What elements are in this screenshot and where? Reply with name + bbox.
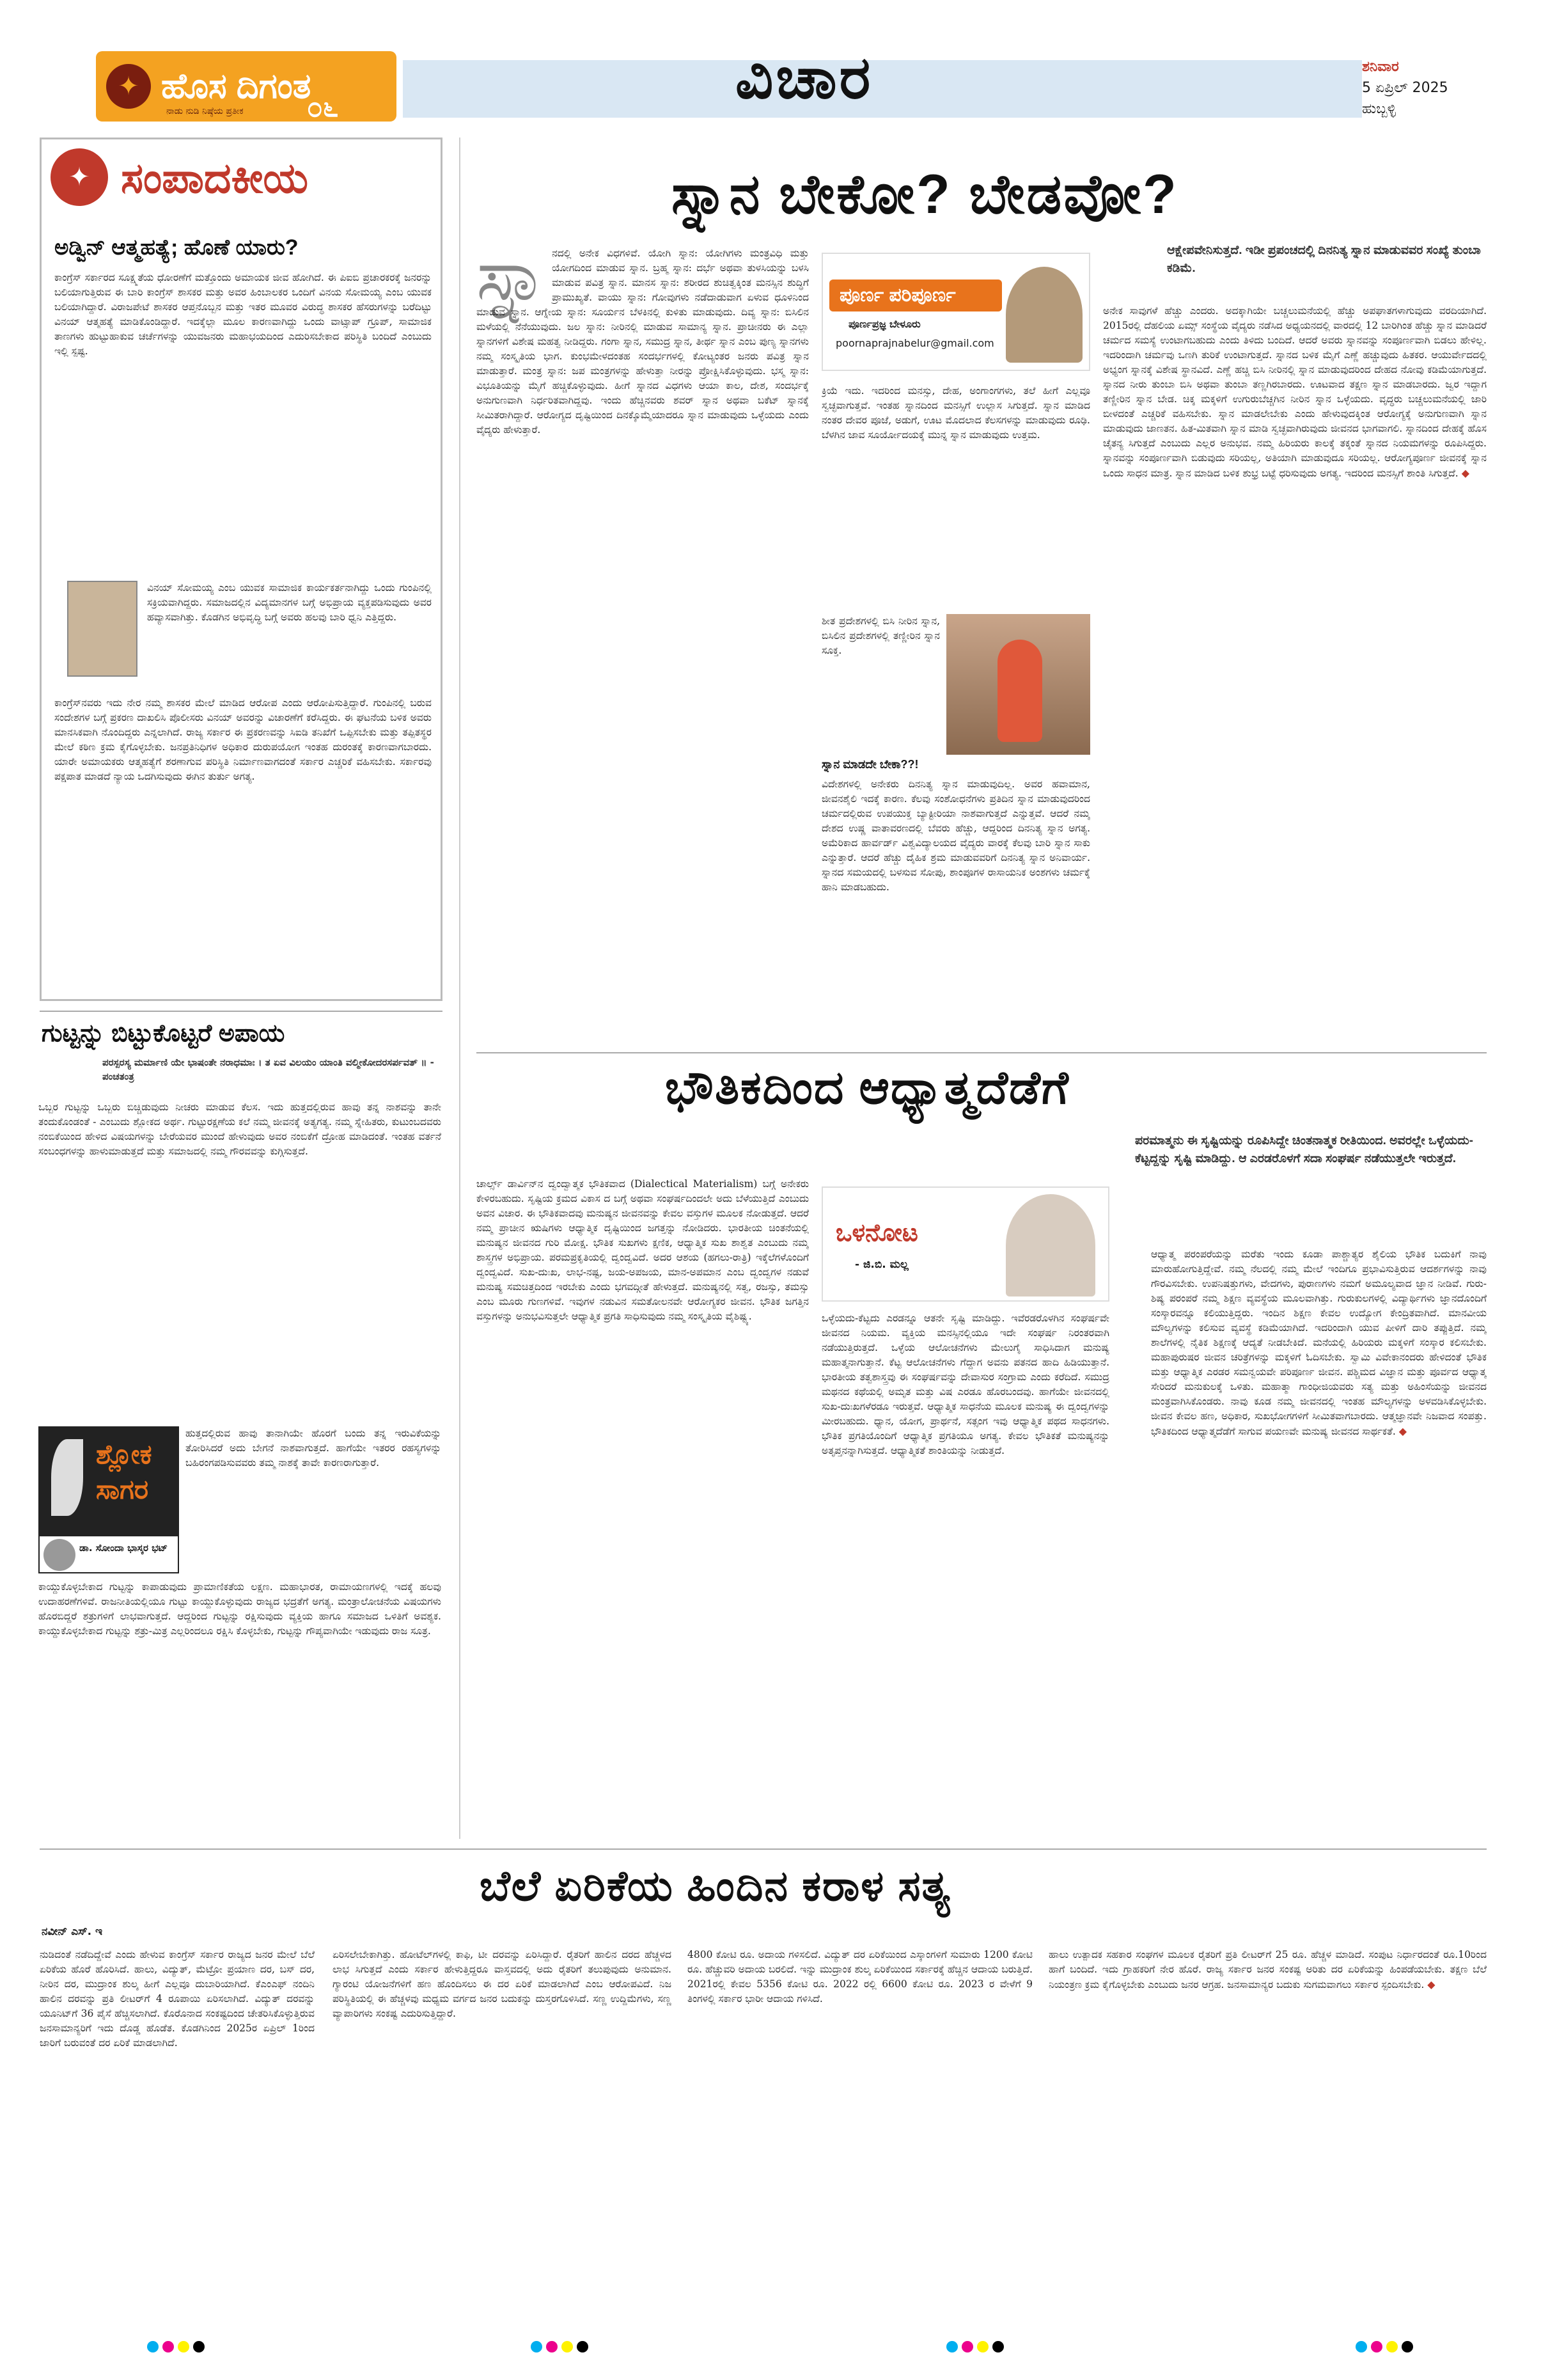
article-body: ಒಳ್ಳೆಯದು-ಕೆಟ್ಟದು ಎರಡನ್ನೂ ಆತನೇ ಸೃಷ್ಟಿ ಮಾಡಿದ್ದು. ಇವೆರಡರೊಳಗಿನ ಸಂಘರ್ಷವೇ ಜೀವನದ ನಿಯಮ. ವ್ಯಕ್ತಿಯ ಮನಸ್ಸಿನಲ್ಲಿಯೂ ಇದೇ ಸಂಘರ್ಷ ನಿರಂತರವಾಗಿ ನಡೆಯುತ್ತಿರುತ್ತದೆ. ಒಳ್ಳೆಯ ಆಲೋಚನೆಗಳು ಮೇಲುಗೈ ಸಾಧಿಸಿದಾಗ ಮನುಷ್ಯ ಮಹಾತ್ಮನಾಗುತ್ತಾನೆ. ಕೆಟ್ಟ ಆಲೋಚನೆಗಳು ಗೆದ್ದಾಗ ಅವನು ಪತನದ ಹಾದಿ ಹಿಡಿಯುತ್ತಾನೆ. ಭಾರತೀಯ ತತ್ವಶಾಸ್ತ್ರವು ಈ ಸಂಘರ್ಷವನ್ನು ದೇವಾಸುರ ಸಂಗ್ರಾಮ ಎಂದು ಕರೆದಿದೆ. ಸಮುದ್ರ ಮಥನದ ಕಥೆಯಲ್ಲಿ ಅಮೃತ ಮತ್ತು ವಿಷ ಎರಡೂ ಹೊರಬಂದವು. ಹಾಗೆಯೇ ಜೀವನದಲ್ಲಿ ಸುಖ-ದುಃಖಗಳೆರಡೂ ಇರುತ್ತವೆ. ಆಧ್ಯಾತ್ಮಿಕ ಸಾಧನೆಯ ಮೂಲಕ ಮನುಷ್ಯ ಈ ದ್ವಂದ್ವಗಳನ್ನು ಮೀರಬಹುದು. ಧ್ಯಾನ, ಯೋಗ, ಪ್ರಾರ್ಥನೆ, ಸತ್ಸಂಗ ಇವು ಆಧ್ಯಾತ್ಮಿಕ ಪಥದ ಸಾಧನಗಳು. ಭೌತಿಕ ಪ್ರಗತಿಯೊಂದಿಗೆ ಆಧ್ಯಾತ್ಮಿಕ ಪ್ರಗತಿಯೂ ಅಗತ್ಯ. ಕೇವಲ ಭೌತಿಕತೆ ಮನುಷ್ಯನನ್ನು ಅತೃಪ್ತನನ್ನಾಗಿಸುತ್ತದೆ. ಆಧ್ಯಾತ್ಮಿಕತೆ ಶಾಂತಿಯನ್ನು ನೀಡುತ್ತದೆ. (822, 1312, 1109, 1456)
author-email[interactable]: poornaprajnabelur@gmail.com (836, 337, 994, 349)
editorial-body: ಕಾಂಗ್ರೆಸ್‌ನವರು ಇದು ನೇರ ನಮ್ಮ ಶಾಸಕರ ಮೇಲೆ ಮಾಡಿದ ಆರೋಪ ಎಂದು ಆರೋಪಿಸುತ್ತಿದ್ದಾರೆ. ಗುಂಪಿನಲ್ಲಿ ಬರುವ ಸಂದೇಶಗಳ ಬಗ್ಗೆ ಪ್ರಕರಣ ದಾಖಲಿಸಿ ಪೊಲೀಸರು ವಿನಯ್ ಅವರನ್ನು ವಿಚಾರಣೆಗೆ ಕರೆಸಿದ್ದರು. ಈ ಘಟನೆಯ ಬಳಿಕ ಅವರು ಮಾನಸಿಕವಾಗಿ ನೊಂದಿದ್ದರು ಎನ್ನಲಾಗಿದೆ. ರಾಜ್ಯ ಸರ್ಕಾರ ಈ ಪ್ರಕರಣವನ್ನು ಸಿಐಡಿ ತನಿಖೆಗೆ ಒಪ್ಪಿಸಬೇಕು ಮತ್ತು ತಪ್ಪಿತಸ್ಥರ ಮೇಲೆ ಕಠಿಣ ಕ್ರಮ ಕೈಗೊಳ್ಳಬೇಕು. ಜನಪ್ರತಿನಿಧಿಗಳ ಅಧಿಕಾರ ದುರುಪಯೋಗ ಇಂತಹ ದುರಂತಕ್ಕೆ ಕಾರಣವಾಗಬಾರದು. ಯಾರೇ ಅಮಾಯಕರು ಆತ್ಮಹತ್ಯೆಗೆ ಶರಣಾಗುವ ಪರಿಸ್ಥಿತಿ ನಿರ್ಮಾಣವಾಗದಂತೆ ಸರ್ಕಾರ ಎಚ್ಚರಿಕೆ ವಹಿಸಬೇಕು. ಸರ್ಕಾರವು ಪಕ್ಷಪಾತ ಮಾಡದೆ ನ್ಯಾಯ ಒದಗಿಸುವುದು ಈಗಿನ ತುರ್ತು ಅಗತ್ಯ. (54, 697, 432, 782)
black-dot-icon (992, 2341, 1004, 2352)
article-body: ಒಬ್ಬರ ಗುಟ್ಟನ್ನು ಒಬ್ಬರು ಬಿಚ್ಚಿಡುವುದು ನೀಚರು ಮಾಡುವ ಕೆಲಸ. ಇದು ಹುತ್ತದಲ್ಲಿರುವ ಹಾವು ತನ್ನ ನಾಶವನ್ನು ತಾನೇ ತಂದುಕೊಂಡಂತೆ - ಎಂಬುದು ಶ್ಲೋಕದ ಅರ್ಥ. ಗುಟ್ಟುರಕ್ಷಣೆಯ ಕಲೆ ನಮ್ಮ ಜೀವನಕ್ಕೆ ಅತ್ಯಗತ್ಯ. ನಮ್ಮ ಸ್ನೇಹಿತರು, ಕುಟುಂಬದವರು ನಂಬಿಕೆಯಿಂದ ಹೇಳಿದ ವಿಷಯಗಳನ್ನು ಬೇರೆಯವರ ಮುಂದೆ ಹೇಳುವುದು ಅವರ ನಂಬಿಕೆಗೆ ದ್ರೋಹ ಮಾಡಿದಂತೆ. ಇಂತಹ ವರ್ತನೆ ಸಂಬಂಧಗಳನ್ನು ಹಾಳುಮಾಡುತ್ತದೆ ಮತ್ತು ಸಮಾಜದಲ್ಲಿ ನಮ್ಮ ಗೌರವವನ್ನು ಕುಗ್ಗಿಸುತ್ತದೆ. (38, 1101, 441, 1157)
author-name: - ಜಿ.ಬಿ. ಮಲ್ಲ (855, 1258, 909, 1271)
paper-name: ಹೊಸ ದಿಗಂತ (161, 67, 311, 106)
torch-icon: ✦ (106, 64, 151, 109)
article-headline[interactable]: ಗುಟ್ಟನ್ನು ಬಿಟ್ಟುಕೊಟ್ಟರೆ ಅಪಾಯ (42, 1020, 285, 1047)
cyan-dot-icon (147, 2341, 159, 2352)
article-body (476, 246, 809, 1043)
pull-quote: ಆಕ್ಷೇಪವೇನಿಸುತ್ತದೆ. ಇಡೀ ಪ್ರಪಂಚದಲ್ಲಿ ದಿನನಿತ್ಯ ಸ್ನಾನ ಮಾಡುವವರ ಸಂಖ್ಯೆ ತುಂಬಾ ಕಡಿಮೆ. (1167, 244, 1481, 275)
author-box (822, 253, 1090, 371)
article-body: ವಿದೇಶಗಳಲ್ಲಿ ಅನೇಕರು ದಿನನಿತ್ಯ ಸ್ನಾನ ಮಾಡುವುದಿಲ್ಲ. ಅವರ ಹವಾಮಾನ, ಜೀವನಶೈಲಿ ಇದಕ್ಕೆ ಕಾರಣ. ಕೆಲವು ಸಂಶೋಧನೆಗಳು ಪ್ರತಿದಿನ ಸ್ನಾನ ಮಾಡುವುದರಿಂದ ಚರ್ಮದಲ್ಲಿರುವ ಉಪಯುಕ್ತ ಬ್ಯಾಕ್ಟೀರಿಯಾ ನಾಶವಾಗುತ್ತದೆ ಎನ್ನುತ್ತವೆ. ಆದರೆ ನಮ್ಮ ದೇಶದ ಉಷ್ಣ ವಾತಾವರಣದಲ್ಲಿ ಬೆವರು ಹೆಚ್ಚು, ಆದ್ದರಿಂದ ದಿನನಿತ್ಯ ಸ್ನಾನ ಅಗತ್ಯ. ಅಮೆರಿಕಾದ ಹಾರ್ವರ್ಡ್ ವಿಶ್ವವಿದ್ಯಾಲಯದ ವೈದ್ಯರು ವಾರಕ್ಕೆ ಕೆಲವು ಬಾರಿ ಸ್ನಾನ ಸಾಕು ಎನ್ನುತ್ತಾರೆ. ಆದರೆ ಹೆಚ್ಚು ದೈಹಿಕ ಶ್ರಮ ಮಾಡುವವರಿಗೆ ದಿನನಿತ್ಯ ಸ್ನಾನ ಅನಿವಾರ್ಯ. ಸ್ನಾನದ ಸಮಯದಲ್ಲಿ ಬಳಸುವ ಸೋಪು, ಶಾಂಪೂಗಳ ರಾಸಾಯನಿಕ ಅಂಶಗಳು ಚರ್ಮಕ್ಕೆ ಹಾನಿ ಮಾಡಬಹುದು. (822, 778, 1090, 893)
author-name: ಪೂರ್ಣಪ್ರಜ್ಞ ಬೇಳೂರು (849, 318, 921, 330)
edition-city: ಹುಬ್ಬಳ್ಳಿ (1362, 101, 1396, 117)
article-headline[interactable]: ಭೌತಿಕದಿಂದ ಆಧ್ಯಾತ್ಮದೆಡೆಗೆ (665, 1062, 1070, 1114)
column-name: ಪೂರ್ಣ ಪರಿಪೂರ್ಣ (829, 280, 1002, 311)
author-photo (1006, 267, 1083, 363)
cyan-dot-icon (531, 2341, 542, 2352)
divider (40, 1848, 1487, 1850)
black-dot-icon (1402, 2341, 1413, 2352)
shloka-quote: ಪರಸ್ಪರಸ್ಯ ಮರ್ಮಾಣಿ ಯೇ ಭಾಷಂತೇ ನರಾಧಮಾಃ । ತ ಏವ ವಿಲಯಂ ಯಾಂತಿ ವಲ್ಮೀಕೋದರಸರ್ಪವತ್ ॥ - ಪಂಚತಂತ್ರ (102, 1057, 434, 1082)
article-body: 4800 ಕೋಟಿ ರೂ. ಅದಾಯ ಗಳಿಸಲಿದೆ. ವಿದ್ಯುತ್ ದರ ಏರಿಕೆಯಿಂದ ಎಸ್ಕಾಂಗಳಿಗೆ ಸುಮಾರು 1200 ಕೋಟಿ ರೂ. ಹೆಚ್ಚುವರಿ ಅದಾಯ ಬರಲಿದೆ. ಇನ್ನು ಮುದ್ರಾಂಕ ಶುಲ್ಕ ಏರಿಕೆಯಿಂದ ಸರ್ಕಾರಕ್ಕೆ ಹೆಚ್ಚಿನ ಆದಾಯ ಬರುತ್ತಿದೆ. 2021ರಲ್ಲಿ ಕೇವಲ 5356 ಕೋಟಿ ರೂ. 2022 ರಲ್ಲಿ 6600 ಕೋಟಿ ರೂ. 2023 ರ ವೇಳೆಗೆ 9 ತಿಂಗಳಲ್ಲಿ ಸರ್ಕಾರ ಭಾರೀ ಆದಾಯ ಗಳಿಸಿದೆ. (687, 1949, 1033, 2005)
article-body (1151, 1247, 1487, 1836)
yellow-dot-icon (561, 2341, 573, 2352)
article-text: ಆಧ್ಯಾತ್ಮ ಪರಂಪರೆಯನ್ನು ಮರೆತು ಇಂದು ಕೂಡಾ ಪಾಶ್ಚಾತ್ಯರ ಶೈಲಿಯ ಭೌತಿಕ ಬದುಕಿಗೆ ನಾವು ಮಾರುಹೋಗುತ್ತಿದ್ದೇವೆ. ನಮ್ಮ ನೆಲದಲ್ಲಿ ನಮ್ಮ ಮೇಲೆ ಇಂದಿಗೂ ಪ್ರಭಾವಿಸುತ್ತಿರುವ ಆದರ್ಶಗಳನ್ನು ನಾವು ಗೌರವಿಸಬೇಕು. ಉಪನಿಷತ್ತುಗಳು, ವೇದಗಳು, ಪುರಾಣಗಳು ನಮಗೆ ಅಮೂಲ್ಯವಾದ ಜ್ಞಾನ ನೀಡಿವೆ. ಗುರು-ಶಿಷ್ಯ ಪರಂಪರೆ ನಮ್ಮ ಶಿಕ್ಷಣ ವ್ಯವಸ್ಥೆಯ ಮೂಲವಾಗಿತ್ತು. ಗುರುಕುಲಗಳಲ್ಲಿ ವಿದ್ಯಾರ್ಥಿಗಳು ಜ್ಞಾನದೊಂದಿಗೆ ಸಂಸ್ಕಾರವನ್ನೂ ಕಲಿಯುತ್ತಿದ್ದರು. ಇಂದಿನ ಶಿಕ್ಷಣ ಕೇವಲ ಉದ್ಯೋಗ ಕೇಂದ್ರಿತವಾಗಿದೆ. ಮಾನವೀಯ ಮೌಲ್ಯಗಳನ್ನು ಕಲಿಸುವ ವ್ಯವಸ್ಥೆ ಕಡಿಮೆಯಾಗಿದೆ. ಇದರಿಂದಾಗಿ ಯುವ ಪೀಳಿಗೆ ದಾರಿ ತಪ್ಪುತ್ತಿದೆ. ನಮ್ಮ ಶಾಲೆಗಳಲ್ಲಿ ನೈತಿಕ ಶಿಕ್ಷಣಕ್ಕೆ ಆದ್ಯತೆ ನೀಡಬೇಕಿದೆ. ಮನೆಯಲ್ಲಿ ಹಿರಿಯರು ಮಕ್ಕಳಿಗೆ ಸಂಸ್ಕಾರ ಕಲಿಸಬೇಕು. ಮಹಾಪುರುಷರ ಜೀವನ ಚರಿತ್ರೆಗಳನ್ನು ಮಕ್ಕಳಿಗೆ ಓದಿಸಬೇಕು. ಸ್ವಾಮಿ ವಿವೇಕಾನಂದರು ಹೇಳಿದಂತೆ ಭೌತಿಕ ಮತ್ತು ಆಧ್ಯಾತ್ಮಿಕ ಎರಡರ ಸಮನ್ವಯವೇ ಪರಿಪೂರ್ಣ ಜೀವನ. ಪಶ್ಚಿಮದ ವಿಜ್ಞಾನ ಮತ್ತು ಪೂರ್ವದ ಆಧ್ಯಾತ್ಮ ಸೇರಿದರೆ ಮನುಕುಲಕ್ಕೆ ಒಳಿತು. ಮಹಾತ್ಮಾ ಗಾಂಧೀಜಿಯವರು ಸತ್ಯ ಮತ್ತು ಅಹಿಂಸೆಯನ್ನು ಜೀವನದ ಮಂತ್ರವಾಗಿಸಿಕೊಂಡರು. ನಾವು ಕೂಡ ನಮ್ಮ ಜೀವನದಲ್ಲಿ ಇಂತಹ ಮೌಲ್ಯಗಳನ್ನು ಅಳವಡಿಸಿಕೊಳ್ಳಬೇಕು. ಜೀವನ ಕೇವಲ ಹಣ, ಅಧಿಕಾರ, ಸುಖಭೋಗಗಳಿಗೆ ಸೀಮಿತವಾಗಬಾರದು. ಆತ್ಮಜ್ಞಾನವೇ ನಿಜವಾದ ಸಂಪತ್ತು. ಭೌತಿಕದಿಂದ ಆಧ್ಯಾತ್ಮದೆಡೆಗೆ ಸಾಗುವ ಪಯಣವೇ ಮನುಷ್ಯ ಜೀವನದ ಸಾರ್ಥಕತೆ. (1151, 1249, 1487, 1437)
article-body: ಕ್ರಿಯೆ ಇದು. ಇದರಿಂದ ಮನಸ್ಸು, ದೇಹ, ಅಂಗಾಂಗಗಳು, ತಲೆ ಹೀಗೆ ಎಲ್ಲವೂ ಸ್ವಚ್ಛವಾಗುತ್ತವೆ. ಇಂತಹ ಸ್ನಾನದಿಂದ ಮನಸ್ಸಿಗೆ ಉಲ್ಲಾಸ ಸಿಗುತ್ತದೆ. ಸ್ನಾನ ಮಾಡಿದ ನಂತರ ದೇವರ ಪೂಜೆ, ಅಡುಗೆ, ಊಟ ಮೊದಲಾದ ಕೆಲಸಗಳನ್ನು ಮಾಡುವುದು ರೂಢಿ. ಬೆಳಗಿನ ಜಾವ ಸೂರ್ಯೋದಯಕ್ಕೆ ಮುನ್ನ ಸ್ನಾನ ಮಾಡುವುದು ಉತ್ತಮ. (822, 385, 1090, 441)
article-body: ಚಾರ್ಲ್ಸ್ ಡಾರ್ವಿನ್‌ನ ದ್ವಂದ್ವಾತ್ಮಕ ಭೌತಿಕವಾದ (Dialectical Materialism) ಬಗ್ಗೆ ಅನೇಕರು ಕೇಳಿರಬಹುದು. ಸೃಷ್ಟಿಯ ಕ್ರಮದ ವಿಕಾಸ ದ ಬಗ್ಗೆ ಅಥವಾ ಸಂಘರ್ಷದಿಂದಲೇ ಅದು ಬೆಳೆಯುತ್ತಿದೆ ಎಂಬುದು ಅವನ ವಿಚಾರ. ಈ ಭೌತಿಕವಾದವು ಮನುಷ್ಯನ ಜೀವನವನ್ನು ಕೇವಲ ವಸ್ತುಗಳ ಮೂಲಕ ನೋಡುತ್ತದೆ. ಆದರೆ ನಮ್ಮ ಪ್ರಾಚೀನ ಋಷಿಗಳು ಆಧ್ಯಾತ್ಮಿಕ ದೃಷ್ಟಿಯಿಂದ ಜಗತ್ತನ್ನು ನೋಡಿದರು. ಭಾರತೀಯ ಚಿಂತನೆಯಲ್ಲಿ ಮನುಷ್ಯನ ಜೀವನದ ಗುರಿ ಮೋಕ್ಷ. ಭೌತಿಕ ಸುಖಗಳು ಕ್ಷಣಿಕ, ಆಧ್ಯಾತ್ಮಿಕ ಸುಖ ಶಾಶ್ವತ ಎಂಬುದು ನಮ್ಮ ಶಾಸ್ತ್ರಗಳ ಅಭಿಪ್ರಾಯ. ಪರಮಪ್ರಕೃತಿಯಲ್ಲಿ ದ್ವಂದ್ವವಿದೆ. ಅದರ ಆಶಯ (ಹಗಲು-ರಾತ್ರಿ) ಇಕ್ಕೆಲೆಗಳೊಂದಿಗೆ ದ್ವಂದ್ವವಿದೆ. ಸುಖ-ದುಃಖ, ಲಾಭ-ನಷ್ಟ, ಜಯ-ಅಪಜಯ, ಮಾನ-ಅಪಮಾನ ಎಂಬ ದ್ವಂದ್ವಗಳ ನಡುವೆ ಮನುಷ್ಯ ಸಮಚಿತ್ತದಿಂದ ಇರಬೇಕು ಎಂದು ಭಗವದ್ಗೀತೆ ಹೇಳುತ್ತದೆ. ಮನುಷ್ಯನಲ್ಲಿ ಸತ್ವ, ರಜಸ್ಸು, ತಮಸ್ಸು ಎಂಬ ಮೂರು ಗುಣಗಳಿವೆ. ಇವುಗಳ ನಡುವಿನ ಸಮತೋಲನವೇ ಆರೋಗ್ಯಕರ ಜೀವನ. ಭೌತಿಕ ಜಗತ್ತಿನ ವಸ್ತುಗಳನ್ನು ಅನುಭವಿಸುತ್ತಲೇ ಆಧ್ಯಾತ್ಮಿಕ ಪ್ರಗತಿ ಸಾಧಿಸುವುದು ನಮ್ಮ ಸಂಸ್ಕೃತಿಯ ವೈಶಿಷ್ಟ್ಯ. (476, 1178, 809, 1322)
yellow-dot-icon (1386, 2341, 1398, 2352)
article-body (1049, 1948, 1487, 2325)
author-byline: ನವೀನ್ ಎಸ್. ಇ (42, 1925, 103, 1938)
article-subhead: ಸ್ನಾನ ಮಾಡದೇ ಬೇಕಾ??! (822, 758, 919, 771)
author-tag (38, 1535, 179, 1573)
page-number: ೦೬ (307, 91, 339, 123)
article-headline[interactable]: ಸ್ನಾನ ಬೇಕೋ? ಬೇಡವೋ? (671, 164, 1178, 225)
black-dot-icon (577, 2341, 588, 2352)
editorial-body: ವಿನಯ್ ಸೋಮಯ್ಯ ಎಂಬ ಯುವಕ ಸಾಮಾಜಿಕ ಕಾರ್ಯಕರ್ತನಾಗಿದ್ದು ಒಂದು ಗುಂಪಿನಲ್ಲಿ ಸಕ್ರಿಯವಾಗಿದ್ದರು. ಸಮಾಜದಲ್ಲಿನ ವಿದ್ಯಮಾನಗಳ ಬಗ್ಗೆ ಅಭಿಪ್ರಾಯ ವ್ಯಕ್ತಪಡಿಸುವುದು ಅವರ ಹವ್ಯಾಸವಾಗಿತ್ತು. ಕೊಡಗಿನ ಅಭಿವೃದ್ಧಿ ಬಗ್ಗೆ ಅವರು ಹಲವು ಬಾರಿ ಧ್ವನಿ ಎತ್ತಿದ್ದರು. (147, 582, 432, 623)
article-text: ಹಾಲು ಉತ್ಪಾದಕ ಸಹಕಾರ ಸಂಘಗಳ ಮೂಲಕ ರೈತರಿಗೆ ಪ್ರತಿ ಲೀಟರ್‌ಗೆ 25 ರೂ. ಹೆಚ್ಚಳ ಮಾಡಿದೆ. ಸಂಪುಟ ನಿರ್ಧಾರದಂತೆ ರೂ.10ರಿಂದ ಹಾಗೆ ಬಂದಿದೆ. ಇದು ಗ್ರಾಹಕರಿಗೆ ನೇರ ಹೊರೆ. ರಾಜ್ಯ ಸರ್ಕಾರ ಜನರ ಸಂಕಷ್ಟ ಅರಿತು ದರ ಏರಿಕೆಯನ್ನು ಹಿಂಪಡೆಯಬೇಕು. ತಕ್ಷಣ ಬೆಲೆ ನಿಯಂತ್ರಣ ಕ್ರಮ ಕೈಗೊಳ್ಳಬೇಕು ಎಂಬುದು ಜನರ ಆಗ್ರಹ. ಜನಸಾಮಾನ್ಯರ ಬದುಕು ಸುಗಮವಾಗಲು ಸರ್ಕಾರ ಸ್ಪಂದಿಸಬೇಕು. (1049, 1949, 1487, 1990)
article-body: ಶೀತ ಪ್ರದೇಶಗಳಲ್ಲಿ ಬಿಸಿ ನೀರಿನ ಸ್ನಾನ, ಬಿಸಿಲಿನ ಪ್ರದೇಶಗಳಲ್ಲಿ ತಣ್ಣೀರಿನ ಸ್ನಾನ ಸೂಕ್ತ. (822, 615, 940, 656)
magenta-dot-icon (546, 2341, 558, 2352)
article-text: ನದಲ್ಲಿ ಅನೇಕ ವಿಧಗಳಿವೆ. ಯೋಗಿ ಸ್ನಾನ: ಯೋಗಿಗಳು ಮಂತ್ರವಿಧಿ ಮತ್ತು ಯೋಗದಿಂದ ಮಾಡುವ ಸ್ನಾನ. ಬ್ರಹ್ಮ ಸ್ನಾನ: ದರ್ಭೆ ಅಥವಾ ತುಳಸಿಯನ್ನು ಬಳಸಿ ಮಾಡುವ ಪವಿತ್ರ ಸ್ನಾನ. ಮಾನಸ ಸ್ನಾನ: ಶರೀರದ ಶುಚಿತ್ವಕ್ಕಿಂತ ಮನಸ್ಸಿನ ಶುದ್ಧಿಗೆ ಪ್ರಾಮುಖ್ಯತೆ. ವಾಯು ಸ್ನಾನ: ಗೋವುಗಳು ನಡೆದಾಡುವಾಗ ಏಳುವ ಧೂಳಿನಿಂದ ಮಾಡುವ ಸ್ನಾನ. ಆಗ್ನೇಯ ಸ್ನಾನ: ಸೂರ್ಯನ ಬೆಳಕಿನಲ್ಲಿ ಕುಳಿತು ಮಾಡುವುದು. ದಿವ್ಯ ಸ್ನಾನ: ಬಿಸಿಲಿನ ಮಳೆಯಲ್ಲಿ ನೆನೆಯುವುದು. ಜಲ ಸ್ನಾನ: ನೀರಿನಲ್ಲಿ ಮಾಡುವ ಸಾಮಾನ್ಯ ಸ್ನಾನ. ಪ್ರಾಚೀನರು ಈ ಎಲ್ಲಾ ಸ್ನಾನಗಳಿಗೆ ವಿಶೇಷ ಮಹತ್ವ ನೀಡಿದ್ದರು. ಗಂಗಾ ಸ್ನಾನ, ಸಮುದ್ರ ಸ್ನಾನ, ತೀರ್ಥ ಸ್ನಾನ ಎಂಬ ಪುಣ್ಯ ಸ್ನಾನಗಳು ನಮ್ಮ ಸಂಸ್ಕೃತಿಯ ಭಾಗ. ಕುಂಭಮೇಳದಂತಹ ಸಂದರ್ಭಗಳಲ್ಲಿ ಕೋಟ್ಯಂತರ ಜನರು ಪವಿತ್ರ ಸ್ನಾನ ಮಾಡುತ್ತಾರೆ. ಮಂತ್ರ ಸ್ನಾನ: ಜಪ ಮಂತ್ರಗಳನ್ನು ಹೇಳುತ್ತಾ ನೀರನ್ನು ಪ್ರೋಕ್ಷಿಸಿಕೊಳ್ಳುವುದು. ಭಸ್ಮ ಸ್ನಾನ: ವಿಭೂತಿಯನ್ನು ಮೈಗೆ ಹಚ್ಚಿಕೊಳ್ಳುವುದು. ಹೀಗೆ ಸ್ನಾನದ ವಿಧಗಳು ಆಯಾ ಕಾಲ, ದೇಶ, ಸಂದರ್ಭಕ್ಕೆ ಅನುಗುಣವಾಗಿ ನಿರ್ಧರಿತವಾಗಿದ್ದವು. ಇಂದು ಹೆಚ್ಚಿನವರು ಶವರ್ ಸ್ನಾನ ಅಥವಾ ಬಕೆಟ್ ಸ್ನಾನಕ್ಕೆ ಸೀಮಿತರಾಗಿದ್ದಾರೆ. ಆರೋಗ್ಯದ ದೃಷ್ಟಿಯಿಂದ ದಿನಕ್ಕೊಮ್ಮೆಯಾದರೂ ಸ್ನಾನ ಮಾಡುವುದು ಒಳ್ಳೆಯದು ಎಂದು ವೈದ್ಯರು ಹೇಳುತ್ತಾರೆ. (476, 248, 809, 436)
magenta-dot-icon (1371, 2341, 1382, 2352)
column-label: ಸಾಗರ (96, 1474, 149, 1504)
avatar (43, 1539, 75, 1571)
yellow-dot-icon (977, 2341, 989, 2352)
article-text: ಅನೇಕ ಸಾವುಗಳೆ ಹೆಚ್ಚು ಎಂದರು. ಅದಕ್ಕಾಗಿಯೇ ಬಚ್ಚಲುಮನೆಯಲ್ಲಿ ಹೆಚ್ಚು ಅಪಘಾತಗಳಾಗುವುದು ವರದಿಯಾಗಿದೆ. 2015ರಲ್ಲಿ ದೆಹಲಿಯ ಏಮ್ಸ್ ಸಂಸ್ಥೆಯ ವೈದ್ಯರು ನಡೆಸಿದ ಅಧ್ಯಯನದಲ್ಲಿ ವಾರದಲ್ಲಿ 12 ಬಾರಿಗಿಂತ ಹೆಚ್ಚು ಸ್ನಾನ ಮಾಡಿದರೆ ಚರ್ಮದ ಸಮಸ್ಯೆ ಉಂಟಾಗಬಹುದು ಎಂದು ತಿಳಿದು ಬಂದಿದೆ. ಆದರೆ ಅವರು ಸ್ನಾನವನ್ನು ಸಂಪೂರ್ಣವಾಗಿ ಬಿಡಲು ಹೇಳಿಲ್ಲ. ಇದರಿಂದಾಗಿ ಚರ್ಮವು ಒಣಗಿ ತುರಿಕೆ ಉಂಟಾಗುತ್ತದೆ. ಸ್ನಾನದ ಬಳಿಕ ಮೈಗೆ ಎಣ್ಣೆ ಹಚ್ಚುವುದು ಹಿತಕರ. ಆಯುರ್ವೇದದಲ್ಲಿ ಅಭ್ಯಂಗ ಸ್ನಾನಕ್ಕೆ ವಿಶೇಷ ಸ್ಥಾನವಿದೆ. ಎಣ್ಣೆ ಹಚ್ಚಿ ಬಿಸಿ ನೀರಿನಲ್ಲಿ ಸ್ನಾನ ಮಾಡುವುದರಿಂದ ದೇಹದ ನೋವು ಕಡಿಮೆಯಾಗುತ್ತದೆ. ಸ್ನಾನದ ನೀರು ತುಂಬಾ ಬಿಸಿ ಅಥವಾ ತುಂಬಾ ತಣ್ಣಗಿರಬಾರದು. ಊಟವಾದ ತಕ್ಷಣ ಸ್ನಾನ ಮಾಡಬಾರದು. ಜ್ವರ ಇದ್ದಾಗ ತಣ್ಣೀರಿನ ಸ್ನಾನ ಬೇಡ. ಚಿಕ್ಕ ಮಕ್ಕಳಿಗೆ ಉಗುರುಬೆಚ್ಚಗಿನ ನೀರಿನ ಸ್ನಾನ ಒಳ್ಳೆಯದು. ವೃದ್ಧರು ಬಚ್ಚಲುಮನೆಯಲ್ಲಿ ಜಾರಿ ಬೀಳದಂತೆ ಎಚ್ಚರಿಕೆ ವಹಿಸಬೇಕು. ಸ್ನಾನ ಮಾಡಲೇಬೇಕು ಎಂದು ಹೇಳುವುದಕ್ಕಿಂತ ಆರೋಗ್ಯಕ್ಕೆ ಅನುಗುಣವಾಗಿ ಸ್ನಾನ ಮಾಡುವುದು ಜಾಣತನ. ಹಿತ-ಮಿತವಾಗಿ ಸ್ನಾನ ಮಾಡಿ ಸ್ವಚ್ಛವಾಗಿರುವುದು ಜೀವನದ ಭಾಗವಾಗಲಿ. ಸ್ನಾನದಿಂದ ದೇಹಕ್ಕೆ ಹೊಸ ಚೈತನ್ಯ ಸಿಗುತ್ತದೆ ಎಂಬುದು ಎಲ್ಲರ ಅನುಭವ. ನಮ್ಮ ಹಿರಿಯರು ಕಾಲಕ್ಕೆ ತಕ್ಕಂತೆ ಸ್ನಾನದ ನಿಯಮಗಳನ್ನು ರೂಪಿಸಿದ್ದರು. ಸ್ನಾನವನ್ನು ಸಂಪೂರ್ಣವಾಗಿ ಬಿಡುವುದು ಸರಿಯಲ್ಲ, ಅತಿಯಾಗಿ ಮಾಡುವುದೂ ಸರಿಯಲ್ಲ. ಆರೋಗ್ಯಪೂರ್ಣ ಜೀವನಕ್ಕೆ ಸ್ನಾನ ಒಂದು ಸಾಧನ ಮಾತ್ರ. ಸ್ನಾನ ಮಾಡಿದ ಬಳಿಕ ಶುಭ್ರ ಬಟ್ಟೆ ಧರಿಸುವುದು ಅಗತ್ಯ. ಇದರಿಂದ ಮನಸ್ಸಿಗೆ ಶಾಂತಿ ಸಿಗುತ್ತದೆ. (1103, 305, 1487, 479)
person-photo (67, 581, 137, 677)
quill-icon (51, 1439, 83, 1516)
drop-cap: ಸ್ನಾ (476, 246, 549, 316)
section-title: ವಿಚಾರ (735, 45, 873, 111)
registration-marks (531, 2341, 588, 2352)
paper-tagline: ನಾಡು ನುಡಿ ನಿಷ್ಠೆಯ ಪ್ರತೀಕ (166, 106, 244, 116)
divider (40, 1011, 442, 1012)
divider (476, 1052, 1487, 1053)
magenta-dot-icon (162, 2341, 174, 2352)
edition-date (1362, 56, 1483, 120)
registration-marks (946, 2341, 1004, 2352)
yellow-dot-icon (178, 2341, 189, 2352)
article-body (1103, 304, 1487, 1043)
bathing-illustration (946, 614, 1090, 755)
author-photo (1006, 1194, 1095, 1296)
author-name: ಡಾ. ಸೋಂದಾ ಭಾಸ್ಕರ ಭಟ್ (79, 1542, 168, 1554)
masthead-band (403, 60, 1362, 118)
torch-emblem-icon: ✦ (51, 148, 108, 206)
column-name: ಒಳನೋಟ (836, 1220, 918, 1247)
column-label: ಶ್ಲೋಕ (96, 1439, 152, 1469)
paper-logo[interactable] (96, 51, 396, 122)
end-mark-icon: ◆ (1461, 467, 1469, 479)
registration-marks (147, 2341, 205, 2352)
figure-shape (997, 640, 1042, 742)
column-badge (38, 1426, 179, 1573)
article-body: ಏರಿಸಲೇಬೇಕಾಗಿತ್ತು. ಹೋಟೆಲ್‌ಗಳಲ್ಲಿ ಕಾಫಿ, ಟೀ ದರವನ್ನು ಏರಿಸಿದ್ದಾರೆ. ರೈತರಿಗೆ ಹಾಲಿನ ದರದ ಹೆಚ್ಚಳದ ಲಾಭ ಸಿಗುತ್ತದೆ ಎಂದು ಸರ್ಕಾರ ಹೇಳುತ್ತಿದ್ದರೂ ವಾಸ್ತವದಲ್ಲಿ ಅದು ರೈತರಿಗೆ ತಲುಪುವುದು ಅನುಮಾನ. ಗ್ಯಾರಂಟಿ ಯೋಜನೆಗಳಿಗೆ ಹಣ ಹೊಂದಿಸಲು ಈ ದರ ಏರಿಕೆ ಮಾಡಲಾಗಿದೆ ಎಂಬ ಆರೋಪವಿದೆ. ನಿಜ ಪರಿಸ್ಥಿತಿಯಲ್ಲಿ ಈ ಹೆಚ್ಚಳವು ಮಧ್ಯಮ ವರ್ಗದ ಜನರ ಬದುಕನ್ನು ದುಸ್ತರಗೊಳಿಸಿದೆ. ಸಣ್ಣ ಉದ್ದಿಮೆಗಳು, ಸಣ್ಣ ವ್ಯಾಪಾರಿಗಳು ಸಂಕಷ್ಟ ಎದುರಿಸುತ್ತಿದ್ದಾರೆ. (332, 1949, 671, 2019)
end-mark-icon: ◆ (1398, 1425, 1407, 1437)
column-divider (459, 138, 460, 1839)
editorial-label: ಸಂಪಾದಕೀಯ (121, 154, 309, 201)
article-body: ಕಾಯ್ದುಕೊಳ್ಳಬೇಕಾದ ಗುಟ್ಟನ್ನು ಕಾಪಾಡುವುದು ಪ್ರಾಮಾಣಿಕತೆಯ ಲಕ್ಷಣ. ಮಹಾಭಾರತ, ರಾಮಾಯಣಗಳಲ್ಲಿ ಇದಕ್ಕೆ ಹಲವು ಉದಾಹರಣೆಗಳಿವೆ. ರಾಜನೀತಿಯಲ್ಲಿಯೂ ಗುಟ್ಟು ಕಾಯ್ದುಕೊಳ್ಳುವುದು ರಾಜ್ಯದ ಭದ್ರತೆಗೆ ಅಗತ್ಯ. ಮಂತ್ರಾಲೋಚನೆಯ ವಿಷಯಗಳು ಹೊರಬಿದ್ದರೆ ಶತ್ರುಗಳಿಗೆ ಲಾಭವಾಗುತ್ತದೆ. ಆದ್ದರಿಂದ ಗುಟ್ಟನ್ನು ರಕ್ಷಿಸುವುದು ವ್ಯಕ್ತಿಯ ಹಾಗೂ ಸಮಾಜದ ಒಳಿತಿಗೆ ಅವಶ್ಯಕ. ಕಾಯ್ದುಕೊಳ್ಳಬೇಕಾದ ಗುಟ್ಟನ್ನು ಶತ್ರು-ಮಿತ್ರ ಎಲ್ಲರಿಂದಲೂ ರಕ್ಷಿಸಿ ಕೊಳ್ಳಬೇಕು, ಗುಟ್ಟನ್ನು ಗೌಪ್ಯವಾಗಿಯೇ ಇಡುವುದು ರಾಜ ಸೂತ್ರ. (38, 1581, 441, 1637)
article-body: ನುಡಿದಂತೆ ನಡೆದಿದ್ದೇವೆ ಎಂದು ಹೇಳುವ ಕಾಂಗ್ರೆಸ್ ಸರ್ಕಾರ ರಾಜ್ಯದ ಜನರ ಮೇಲೆ ಬೆಲೆ ಏರಿಕೆಯ ಹೊರೆ ಹೊರಿಸಿದೆ. ಹಾಲು, ವಿದ್ಯುತ್, ಮೆಟ್ರೋ ಪ್ರಯಾಣ ದರ, ಬಸ್ ದರ, ನೀರಿನ ದರ, ಮುದ್ರಾಂಕ ಶುಲ್ಕ ಹೀಗೆ ಎಲ್ಲವೂ ದುಬಾರಿಯಾಗಿದೆ. ಕೆಎಂಎಫ್ ನಂದಿನಿ ಹಾಲಿನ ದರವನ್ನು ಪ್ರತಿ ಲೀಟರ್‌ಗೆ 4 ರೂಪಾಯಿ ಏರಿಸಲಾಗಿದೆ. ವಿದ್ಯುತ್ ದರವನ್ನು ಯೂನಿಟ್‌ಗೆ 36 ಪೈಸೆ ಹೆಚ್ಚಿಸಲಾಗಿದೆ. ಕೊರೊನಾದ ಸಂಕಷ್ಟದಿಂದ ಚೇತರಿಸಿಕೊಳ್ಳುತ್ತಿರುವ ಜನಸಾಮಾನ್ಯರಿಗೆ ಇದು ದೊಡ್ಡ ಹೊಡೆತ. ಕೊಡಗಿನಿಂದ 2025ರ ಏಪ್ರಿಲ್ 1ರಿಂದ ಜಾರಿಗೆ ಬರುವಂತೆ ದರ ಏರಿಕೆ ಮಾಡಲಾಗಿದೆ. (40, 1949, 315, 2049)
edition-day: ಶನಿವಾರ (1362, 59, 1399, 75)
pull-quote: ಪರಮಾತ್ಮನು ಈ ಸೃಷ್ಟಿಯನ್ನು ರೂಪಿಸಿದ್ದೇ ಚಿಂತನಾತ್ಮಕ ರೀತಿಯಿಂದ. ಅವರಲ್ಲೇ ಒಳ್ಳೆಯದು-ಕೆಟ್ಟದ್ದನ್ನು ಸೃಷ್ಟಿ ಮಾಡಿದ್ದು. ಆ ಎರಡರೊಳಗೆ ಸದಾ ಸಂಘರ್ಷ ನಡೆಯುತ್ತಲೇ ಇರುತ್ತದೆ. (1135, 1134, 1474, 1165)
article-headline[interactable]: ಬೆಲೆ ಏರಿಕೆಯ ಹಿಂದಿನ ಕರಾಳ ಸತ್ಯ (480, 1862, 951, 1909)
editorial-box (40, 138, 442, 1001)
editorial-header (51, 148, 434, 206)
edition-date-text: 5 ಏಪ್ರಿಲ್ 2025 (1362, 80, 1448, 96)
editorial-body: ಕಾಂಗ್ರೆಸ್ ಸರ್ಕಾರದ ಸೂಕ್ಷ್ಮತೆಯ ಧೋರಣೆಗೆ ಮತ್ತೊಂದು ಅಮಾಯಕ ಜೀವ ಹೋಗಿದೆ. ಈ ಪಿಐಬಿ ಪ್ರಚಾರಕರಕ್ಕೆ ಜನರನ್ನು ಬಲಿಯಾಗುತ್ತಿರುವ ಈ ಬಾರಿ ಕಾಂಗ್ರೆಸ್ ಶಾಸಕರ ಮತ್ತು ಅವರ ಹಿಂಬಾಲಕರ ಒಂದಿಗೆ ವಿನಯ ಸೋಮಯ್ಯ ಎಂಬ ಯುವಕ ಬಲಿಯಾಗಿದ್ದಾರೆ. ವಿರಾಜಪೇಟೆ ಶಾಸಕರ ಆಪ್ತನೊಬ್ಬನ ಮತ್ತು ಇತರ ಮೂವರ ವಿರುದ್ಧ ಶಾಸಕರ ಹೆಸರುಗಳನ್ನು ಬರೆದಿಟ್ಟು ವಿನಯ್ ಆತ್ಮಹತ್ಯೆ ಮಾಡಿಕೊಂಡಿದ್ದಾರೆ. ಇದಕ್ಕೆಲ್ಲಾ ಮೂಲ ಕಾರಣವಾಗಿದ್ದು ಒಂದು ವಾಟ್ಸಾಪ್ ಗ್ರೂಪ್, ಸಾಮಾಜಿಕ ತಾಣಗಳು ಹುಟ್ಟುಹಾಕುವ ಚರ್ಚೆಗಳನ್ನು ಯುವಜನರು ಮಹಾಭಯದಿಂದ ಎದುರಿಸಬೇಕಾದ ಪರಿಸ್ಥಿತಿ ಬಂದಿದೆ ಎಂಬುದು ಇಲ್ಲಿ ಸ್ಪಷ್ಟ. (54, 272, 432, 357)
magenta-dot-icon (962, 2341, 973, 2352)
author-box (822, 1186, 1109, 1302)
end-mark-icon: ◆ (1427, 1978, 1435, 1990)
article-body: ಹುತ್ತದಲ್ಲಿರುವ ಹಾವು ತಾನಾಗಿಯೇ ಹೊರಗೆ ಬಂದು ತನ್ನ ಇರುವಿಕೆಯನ್ನು ತೋರಿಸಿದರೆ ಅದು ಬೇಗನೆ ನಾಶವಾಗುತ್ತದೆ. ಹಾಗೆಯೇ ಇತರರ ರಹಸ್ಯಗಳನ್ನು ಬಹಿರಂಗಪಡಿಸುವವರು ತಮ್ಮ ನಾಶಕ್ಕೆ ತಾವೇ ಕಾರಣರಾಗುತ್ತಾರೆ. (185, 1428, 441, 1469)
masthead (96, 45, 1483, 128)
cyan-dot-icon (1356, 2341, 1367, 2352)
registration-marks (1356, 2341, 1413, 2352)
black-dot-icon (193, 2341, 205, 2352)
cyan-dot-icon (946, 2341, 958, 2352)
editorial-headline[interactable]: ಅಡ್ವಿನ್ ಆತ್ಮಹತ್ಯೆ; ಹೊಣೆ ಯಾರು? (54, 235, 299, 260)
